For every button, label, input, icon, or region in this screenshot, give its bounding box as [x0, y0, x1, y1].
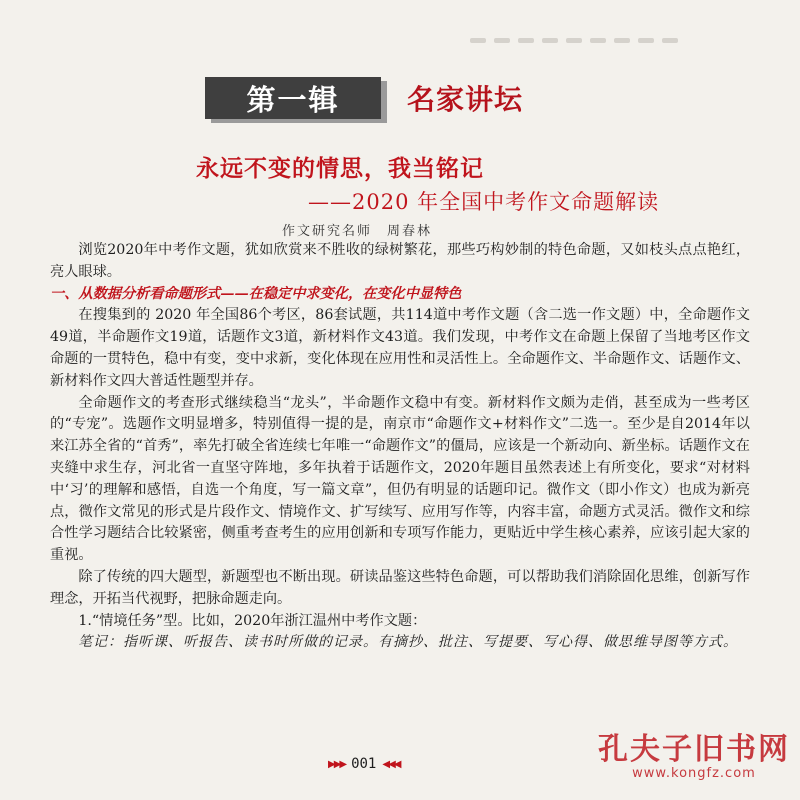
section-title: 名家讲坛	[407, 83, 524, 116]
article-author: 作文研究名师 周春林	[282, 224, 433, 239]
watermark-url: www.kongfz.com	[632, 766, 756, 781]
arrow-left-icon: ▶▶▶	[328, 758, 346, 770]
intro-paragraph: 浏览2020年中考作文题，犹如欣赏来不胜收的绿树繁花，那些巧构妙制的特色命题，又如枝头点点艳红，亮人眼球。	[50, 242, 750, 280]
section-header	[205, 75, 523, 121]
page-footer	[328, 756, 399, 772]
watermark-logo: 孔夫子旧书网	[598, 732, 790, 767]
arrow-right-icon: ◀◀◀	[382, 758, 400, 770]
page-number: 001	[351, 756, 377, 772]
scan-marks	[470, 38, 690, 48]
watermark	[598, 724, 790, 781]
note-quote: 笔记：指听课、听报告、读书时所做的记录。有摘抄、批注、写提要、写心得、做思维导图等方式。	[78, 634, 738, 651]
section-label-box: 第一辑	[205, 77, 381, 119]
article-subtitle: ——2020 年全国中考作文命题解读	[308, 190, 660, 214]
body-paragraph-2: 全命题作文的考查形式继续稳当“龙头”，半命题作文稳中有变。新材料作文颇为走俏，甚至成为一些考区的“专宠”。选题作文明显增多，特别值得一提的是，南京市“命题作文+材料作文”二选一。至少是自2014年以来江苏全省的“首秀”，率先打破全省连续七年唯一“命题作文”的僵局，应该是一个新动向、新坐标。话题作文在夹缝中求生存，河北省一直坚守阵地，多年执着于话题作文，2020年题目虽然表述上有所变化，要求“对材料中‘习’的理解和感悟，自选一个角度，写一篇文章”，但仍有明显的话题印记。微作文（即小作文）也成为新亮点，微作文常见的形式是片段作文、情境作文、扩写续写、应用写作等，内容丰富，命题方式灵活。微作文和综合性学习题结合比较紧密，侧重考查考生的应用创新和专项写作能力，更贴近中学生核心素养，应该引起大家的重视。	[50, 394, 750, 564]
list-item-1: 1.“情境任务”型。比如，2020年浙江温州中考作文题：	[78, 612, 427, 629]
article-title: 永远不变的情思，我当铭记	[196, 155, 484, 182]
article-body	[50, 240, 750, 654]
body-paragraph-1: 在搜集到的 2020 年全国86个考区，86套试题，共114道中考作文题（含二选一作文题）中，全命题作文49道，半命题作文19道，话题作文3道，新材料作文43道。我们发现，中考作文在命题上保留了当地考区作文命题的一贯特色，稳中有变，变中求新，变化体现在应用性和灵活性上。全命题作文、半命题作文、话题作文、新材料作文四大普适性题型并存。	[50, 307, 750, 389]
body-paragraph-3: 除了传统的四大题型，新题型也不断出现。研读品鉴这些特色命题，可以帮助我们消除固化思维，创新写作理念，开拓当代视野，把脉命题走向。	[50, 568, 750, 607]
section-heading: 一、从数据分析看命题形式——在稳定中求变化，在变化中显特色	[50, 285, 462, 302]
